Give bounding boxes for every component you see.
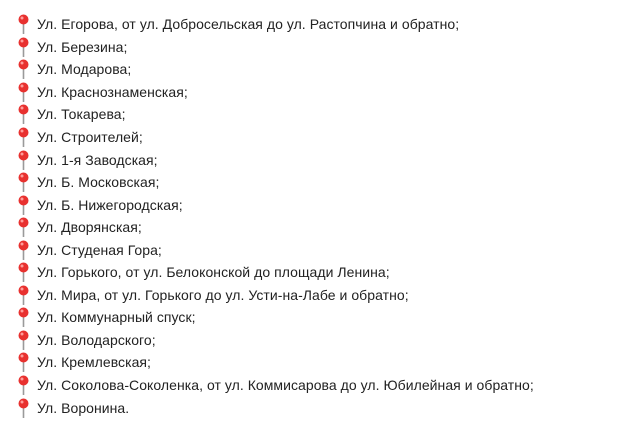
list-item xyxy=(16,36,534,59)
list-item xyxy=(16,306,534,329)
street-name: Ул. 1-я Заводская; xyxy=(37,151,158,168)
list-item xyxy=(16,238,534,261)
list-item xyxy=(16,13,534,36)
street-name: Ул. Воронина. xyxy=(37,399,130,416)
street-name: Ул. Б. Нижегородская; xyxy=(37,196,183,213)
list-item xyxy=(16,374,534,397)
round-pushpin-icon xyxy=(16,240,31,260)
round-pushpin-icon xyxy=(16,82,31,102)
round-pushpin-icon xyxy=(16,217,31,237)
street-name: Ул. Строителей; xyxy=(37,129,143,145)
list-item xyxy=(16,81,534,104)
list-item xyxy=(16,193,534,216)
round-pushpin-icon xyxy=(16,330,31,350)
list-item xyxy=(16,58,534,81)
list-item xyxy=(16,103,534,126)
street-name: Ул. Модарова; xyxy=(37,61,132,78)
list-item xyxy=(16,261,534,284)
street-name: Ул. Токарева; xyxy=(37,106,126,123)
round-pushpin-icon xyxy=(16,307,31,327)
round-pushpin-icon xyxy=(16,127,31,147)
street-name: Ул. Краснознаменская; xyxy=(37,83,188,100)
round-pushpin-icon xyxy=(16,59,31,79)
street-name: Ул. Мира, от ул. Горького до ул. Усти-на-Лабе и обратно; xyxy=(37,286,409,303)
street-list xyxy=(16,13,534,419)
round-pushpin-icon xyxy=(16,195,31,215)
round-pushpin-icon xyxy=(16,375,31,395)
street-name: Ул. Кремлевская; xyxy=(37,354,151,371)
round-pushpin-icon xyxy=(16,104,31,124)
street-name: Ул. Дворянская; xyxy=(37,219,142,236)
round-pushpin-icon xyxy=(16,37,31,57)
list-item xyxy=(16,148,534,171)
street-name: Ул. Б. Московская; xyxy=(37,174,160,191)
list-item xyxy=(16,171,534,194)
street-name: Ул. Соколова-Соколенка, от ул. Коммисарова до ул. Юбилейная и обратно; xyxy=(37,377,534,394)
round-pushpin-icon xyxy=(16,262,31,282)
list-item xyxy=(16,329,534,352)
street-name: Ул. Березина; xyxy=(37,38,128,55)
list-item xyxy=(16,216,534,239)
round-pushpin-icon xyxy=(16,398,31,418)
round-pushpin-icon xyxy=(16,352,31,372)
list-item xyxy=(16,126,534,149)
street-name: Ул. Володарского; xyxy=(37,331,156,348)
list-item xyxy=(16,351,534,374)
list-item xyxy=(16,396,534,419)
round-pushpin-icon xyxy=(16,150,31,170)
round-pushpin-icon xyxy=(16,14,31,34)
street-name: Ул. Студеная Гора; xyxy=(37,241,162,258)
list-item xyxy=(16,284,534,307)
street-name: Ул. Коммунарный спуск; xyxy=(37,309,196,326)
street-name: Ул. Горького, от ул. Белоконской до площади Ленина; xyxy=(37,264,390,281)
street-name: Ул. Егорова, от ул. Добросельская до ул. Растопчина и обратно; xyxy=(37,16,460,33)
round-pushpin-icon xyxy=(16,172,31,192)
round-pushpin-icon xyxy=(16,285,31,305)
